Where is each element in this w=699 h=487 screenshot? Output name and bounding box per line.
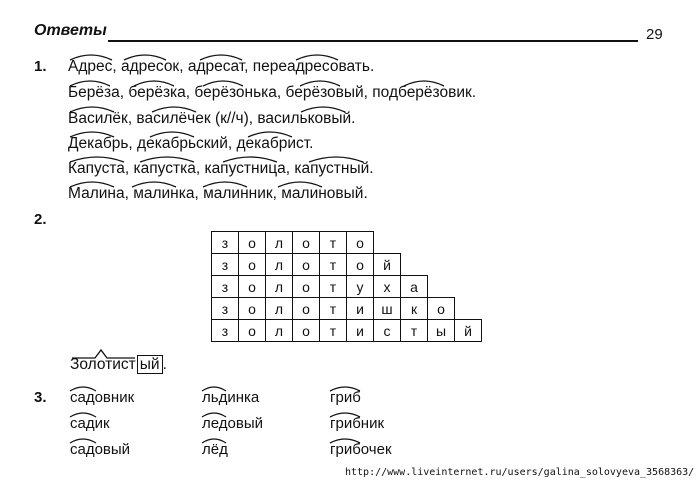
root-arc [124,55,166,60]
word: садовник [70,389,135,406]
grid-cell: л [266,232,293,254]
root-arc [278,182,322,187]
root-arc [70,132,114,137]
grid-cell: ш [374,298,401,320]
grid-cell: о [239,232,266,254]
word: ледовый [202,415,263,432]
answer-root: Золотист [70,356,136,373]
word: грибник [330,415,385,432]
grid-cell: о [239,276,266,298]
grid-cell: з [212,298,239,320]
header-title: Ответы [34,22,107,39]
grid-cell: о [293,298,320,320]
word: грибочек [330,441,392,458]
answer-ending: ый [137,355,163,374]
root-arc [404,81,444,86]
root-arc [296,55,338,60]
grid-cell: з [212,276,239,298]
grid-cell: у [347,276,374,298]
root-arc [301,107,345,112]
grid-cell: т [320,276,347,298]
root-arc [150,132,194,137]
word-family-line: Берёза, берёзка, берёзонька, берёзовый, подберёзовик. [68,84,477,101]
grid-cell: о [293,254,320,276]
grid-cell: т [320,298,347,320]
grid-cell: о [293,320,320,342]
root-arc [309,157,363,162]
word-family-line: Декабрь, декабрьский, декабрист. [68,135,314,152]
grid-cell: з [212,254,239,276]
grid-cell: о [347,232,374,254]
root-arc [202,387,226,391]
grid-cell: и [347,298,374,320]
root-arc [70,81,110,86]
grid-cell: т [320,320,347,342]
grid-cell: с [374,320,401,342]
root-arc [330,413,360,417]
section-1-number: 1. [34,58,47,75]
word: садик [70,415,110,432]
grid-cell: ы [428,320,455,342]
grid-cell: т [320,254,347,276]
grid-cell: о [239,320,266,342]
root-arc [70,413,96,417]
root-arc [203,81,243,86]
word-family-line: Малина, малинка, малинник, малиновый. [68,185,368,202]
word-family-line: Адрес, адресок, адресат, переадресовать. [68,58,375,75]
root-arc [72,350,135,358]
word: лёд [202,441,228,458]
root-arc [330,439,360,443]
grid-cell: з [212,320,239,342]
section-2-number: 2. [34,211,47,228]
grid-cell: о [239,254,266,276]
grid-cell: й [374,254,401,276]
root-arc [140,157,194,162]
answer-period: . [162,356,167,373]
grid-cell: о [428,298,455,320]
root-arc [70,439,96,443]
word: садовый [70,441,131,458]
grid-cell: з [212,232,239,254]
root-arc [300,81,340,86]
root-arc [202,439,226,443]
word: гриб [330,389,361,406]
root-arc [200,55,242,60]
root-arc [152,107,196,112]
root-arc [248,132,292,137]
grid-cell: й [455,320,482,342]
grid-cell: т [320,232,347,254]
root-arc [223,157,277,162]
grid-cell: к [401,298,428,320]
root-arc [203,182,247,187]
grid-cell: о [293,276,320,298]
grid-cell: о [239,298,266,320]
grid-cell: л [266,276,293,298]
root-arc [202,413,226,417]
grid-cell: и [347,320,374,342]
word-family-line: Василёк, василёчек (к//ч), васильковый. [68,110,356,127]
root-arc [132,182,176,187]
root-arc [70,55,112,60]
grid-cell: о [347,254,374,276]
root-arc [70,182,114,187]
grid-cell: л [266,298,293,320]
grid-cell: х [374,276,401,298]
grid-cell: л [266,320,293,342]
footer-url: http://www.liveinternet.ru/users/galina_solovyeva_3568363/ [345,467,695,478]
section-3-number: 3. [34,389,47,406]
root-arc [330,387,360,391]
root-arc [70,157,124,162]
root-arc [70,387,96,391]
word-family-line: Капуста, капустка, капустница, капустный. [68,160,374,177]
page-number: 29 [646,26,663,43]
grid-cell: о [293,232,320,254]
grid-cell: л [266,254,293,276]
grid-cell: т [401,320,428,342]
root-arc [134,81,174,86]
word: льдинка [202,389,260,406]
root-arc [70,107,114,112]
grid-cell: а [401,276,428,298]
